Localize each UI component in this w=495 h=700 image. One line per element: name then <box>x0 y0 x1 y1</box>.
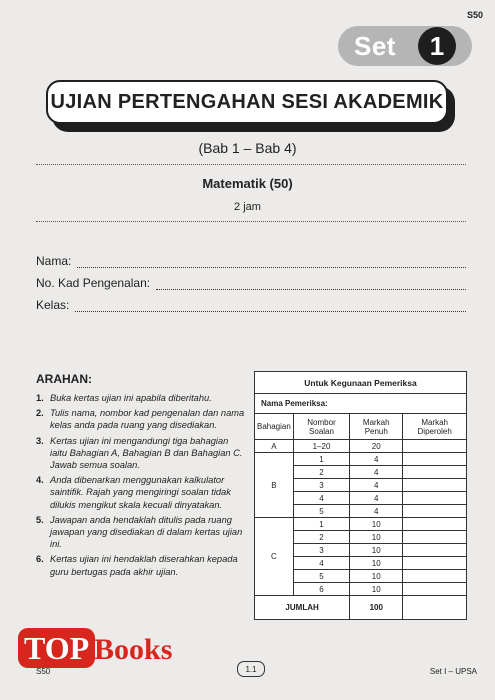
section-cell: B <box>255 453 294 518</box>
instruction-item <box>36 392 246 404</box>
logo-books-text: Books <box>94 633 173 666</box>
instruction-item <box>36 474 246 511</box>
instruction-item <box>36 407 246 431</box>
instruction-item <box>36 553 246 577</box>
col-header: Markah Diperoleh <box>403 414 467 440</box>
obtained-mark-cell[interactable] <box>403 544 467 557</box>
col-header: Bahagian <box>255 414 294 440</box>
instruction-number: 5. <box>36 514 44 525</box>
obtained-mark-cell[interactable] <box>403 453 467 466</box>
full-mark-cell: 20 <box>350 440 403 453</box>
instructions-heading: ARAHAN: <box>36 372 92 386</box>
obtained-mark-cell[interactable] <box>403 570 467 583</box>
class-label: Kelas: <box>36 298 70 312</box>
obtained-mark-cell[interactable] <box>403 518 467 531</box>
full-mark-cell: 4 <box>350 505 403 518</box>
obtained-mark-cell[interactable] <box>403 440 467 453</box>
divider <box>36 221 466 222</box>
name-label: Nama: <box>36 254 72 268</box>
logo-top-text: TOP <box>18 628 95 668</box>
class-field[interactable] <box>36 298 466 312</box>
obtained-mark-cell[interactable] <box>403 531 467 544</box>
footer-set-label: Set I – UPSA <box>429 667 477 676</box>
divider <box>36 164 466 165</box>
exam-title: UJIAN PERTENGAHAN SESI AKADEMIK <box>50 90 444 113</box>
ic-label: No. Kad Pengenalan: <box>36 276 151 290</box>
total-label: JUMLAH <box>255 596 350 620</box>
full-mark-cell: 10 <box>350 557 403 570</box>
full-mark-cell: 10 <box>350 544 403 557</box>
obtained-mark-cell[interactable] <box>403 583 467 596</box>
section-cell: C <box>255 518 294 596</box>
full-mark-cell: 4 <box>350 453 403 466</box>
full-mark-cell: 4 <box>350 479 403 492</box>
col-header: Nombor Soalan <box>293 414 349 440</box>
question-cell: 1–20 <box>293 440 349 453</box>
page-code-top: S50 <box>466 10 483 20</box>
instruction-item <box>36 514 246 551</box>
footer-code: S50 <box>36 667 51 676</box>
examiner-table-title: Untuk Kegunaan Pemeriksa <box>255 372 467 394</box>
full-mark-cell: 10 <box>350 570 403 583</box>
question-cell: 5 <box>293 570 349 583</box>
question-cell: 4 <box>293 492 349 505</box>
title-box <box>46 80 448 124</box>
obtained-mark-cell[interactable] <box>403 466 467 479</box>
table-row <box>255 440 467 453</box>
question-cell: 2 <box>293 466 349 479</box>
instruction-text: Jawapan anda hendaklah ditulis pada ruang jawapan yang disediakan di dalam kertas ujian ini. <box>50 514 243 550</box>
obtained-mark-cell[interactable] <box>403 557 467 570</box>
full-mark-cell: 10 <box>350 583 403 596</box>
full-mark-cell: 4 <box>350 492 403 505</box>
col-header: Markah Penuh <box>350 414 403 440</box>
full-mark-cell: 10 <box>350 518 403 531</box>
instruction-number: 1. <box>36 393 44 403</box>
class-line[interactable] <box>75 301 466 312</box>
total-obtained-cell[interactable] <box>403 596 467 620</box>
instruction-text: Kertas ujian ini mengandungi tiga bahagian iaitu Bahagian A, Bahagian B dan Bahagian C. Jawab semua soalan. <box>50 435 243 471</box>
question-cell: 5 <box>293 505 349 518</box>
instruction-text: Tulis nama, nombor kad pengenalan dan nama kelas anda pada ruang yang disediakan. <box>50 408 245 431</box>
instruction-number: 3. <box>36 435 44 446</box>
full-mark-cell: 4 <box>350 466 403 479</box>
instruction-number: 6. <box>36 554 44 565</box>
instruction-text: Buka kertas ujian ini apabila diberitahu. <box>50 393 212 403</box>
section-cell: A <box>255 440 294 453</box>
full-mark-cell: 10 <box>350 531 403 544</box>
question-cell: 3 <box>293 479 349 492</box>
instructions-list <box>36 392 246 581</box>
total-value: 100 <box>350 596 403 620</box>
subject: Matematik (50) <box>202 176 293 191</box>
question-cell: 1 <box>293 518 349 531</box>
duration: 2 jam <box>234 201 261 213</box>
obtained-mark-cell[interactable] <box>403 479 467 492</box>
table-row <box>255 518 467 531</box>
set-number: 1 <box>418 27 456 65</box>
name-field[interactable] <box>36 254 466 268</box>
instruction-item <box>36 435 246 472</box>
name-line[interactable] <box>77 257 466 268</box>
set-badge <box>338 26 472 66</box>
instruction-number: 4. <box>36 475 44 486</box>
instruction-text: Kertas ujian ini hendaklah diserahkan kepada guru bertugas pada akhir ujian. <box>50 554 238 577</box>
chapters-range: (Bab 1 – Bab 4) <box>198 140 297 156</box>
examiner-table <box>254 371 467 620</box>
instruction-number: 2. <box>36 408 44 419</box>
ic-field[interactable] <box>36 276 466 290</box>
obtained-mark-cell[interactable] <box>403 492 467 505</box>
examiner-name-label: Nama Pemeriksa: <box>255 394 467 414</box>
instruction-text: Anda dibenarkan menggunakan kalkulator saintifik. Rajah yang mengiringi soalan tidak dilukis mengikut skala kecuali dinyatakan. <box>50 475 231 510</box>
page-number: 1.1 <box>237 661 265 677</box>
ic-line[interactable] <box>156 279 466 290</box>
question-cell: 4 <box>293 557 349 570</box>
question-cell: 2 <box>293 531 349 544</box>
question-cell: 6 <box>293 583 349 596</box>
question-cell: 3 <box>293 544 349 557</box>
set-word: Set <box>354 30 396 61</box>
obtained-mark-cell[interactable] <box>403 505 467 518</box>
question-cell: 1 <box>293 453 349 466</box>
table-row <box>255 453 467 466</box>
